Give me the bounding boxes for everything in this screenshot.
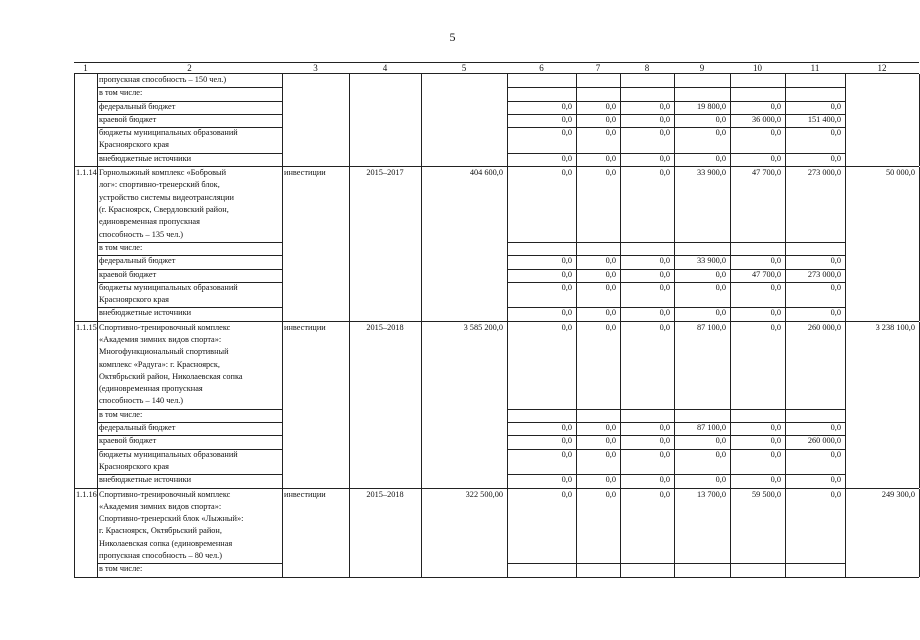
row-name-line: способность – 140 чел.) <box>99 396 184 406</box>
subrow-value: 0,0 <box>830 475 841 485</box>
subrow-value: 0,0 <box>715 282 726 292</box>
subrow-value: 0,0 <box>561 475 572 485</box>
column-border <box>97 74 98 166</box>
subrow-value: 0,0 <box>770 282 781 292</box>
subrow-value: 0,0 <box>561 128 572 138</box>
subrow-value: 0,0 <box>561 101 572 111</box>
row-name <box>99 167 280 241</box>
row-value: 3 238 100,0 <box>875 322 915 332</box>
row-value: 50 000,0 <box>885 168 915 178</box>
column-header: 8 <box>644 63 650 73</box>
subrow-label: федеральный бюджет <box>99 256 176 266</box>
column-border <box>74 74 75 166</box>
subrow-value: 0,0 <box>659 475 670 485</box>
row-value: 0,0 <box>605 489 616 499</box>
subrow-value: 0,0 <box>770 475 781 485</box>
subrow-value: 0,0 <box>561 256 572 266</box>
subrow-value: 0,0 <box>770 308 781 318</box>
subrow-value: 0,0 <box>715 128 726 138</box>
column-border <box>674 489 675 577</box>
subrow-value: 0,0 <box>770 153 781 163</box>
subrow-label: внебюджетные источники <box>99 153 192 163</box>
subrow-value: 0,0 <box>715 475 726 485</box>
column-header: 7 <box>595 63 601 73</box>
subrow-value: 0,0 <box>830 256 841 266</box>
column-border <box>620 167 621 321</box>
column-header: 3 <box>313 63 318 73</box>
subrow-label: федеральный бюджет <box>99 101 176 111</box>
row-value: 59 500,0 <box>751 489 781 499</box>
row-value: 273 000,0 <box>807 168 841 178</box>
row-name-line: Спортивно-тренировочный комплекс <box>99 322 231 332</box>
column-border <box>74 489 75 577</box>
subrow-label: в том числе: <box>99 242 143 252</box>
column-border <box>421 167 422 321</box>
subrow-value: 0,0 <box>715 449 726 459</box>
subrow-value: 0,0 <box>561 269 572 279</box>
subrow-value: 0,0 <box>715 114 726 124</box>
row-name-line: лог»: спортивно-тренерский блок, <box>99 180 220 190</box>
row-name-line: (единовременная пропускная <box>99 384 203 394</box>
row-value: 0,0 <box>561 322 572 332</box>
column-header: 10 <box>753 63 762 73</box>
row-period: 2015–2018 <box>366 322 404 332</box>
subrow-value: 273 000,0 <box>807 269 841 279</box>
subrow-value: 0,0 <box>770 101 781 111</box>
subrow-label: федеральный бюджет <box>99 423 176 433</box>
subrow-label-line: Красноярского края <box>99 140 169 150</box>
section-bottom-border <box>74 577 919 578</box>
subrow-value: 0,0 <box>605 256 616 266</box>
column-border <box>576 322 577 488</box>
subrow-label: краевой бюджет <box>99 269 157 279</box>
row-total: 322 500,00 <box>465 489 503 499</box>
subrow-value: 0,0 <box>561 449 572 459</box>
subrow-value: 0,0 <box>659 128 670 138</box>
subrow-value: 0,0 <box>561 423 572 433</box>
subrow-value: 0,0 <box>605 436 616 446</box>
row-value: 249 300,0 <box>881 489 915 499</box>
subrow-value: 151 400,0 <box>807 114 841 124</box>
column-border <box>845 322 846 488</box>
subrow-value: 0,0 <box>659 282 670 292</box>
subrow-value: 0,0 <box>605 101 616 111</box>
subrow-label: краевой бюджет <box>99 114 157 124</box>
subrow-value: 0,0 <box>561 153 572 163</box>
subrow-label: в том числе: <box>99 88 143 98</box>
row-value: 87 100,0 <box>696 322 726 332</box>
column-border <box>785 322 786 488</box>
column-header: 4 <box>382 63 388 73</box>
subrow-value: 0,0 <box>715 269 726 279</box>
budget-table <box>74 62 915 574</box>
row-name <box>99 322 280 408</box>
column-border <box>349 322 350 488</box>
subrow-value: 0,0 <box>561 114 572 124</box>
subrow-label <box>99 127 280 152</box>
subrow-label-line: Красноярского края <box>99 461 169 471</box>
subrow-value: 0,0 <box>770 436 781 446</box>
row-value: 0,0 <box>659 322 670 332</box>
row-name-line: Николаевская сопка (единовременная <box>99 538 233 548</box>
subrow-value: 0,0 <box>605 128 616 138</box>
column-header: 5 <box>461 63 467 73</box>
subrow-label: в том числе: <box>99 564 143 574</box>
subrow-label-line: Красноярского края <box>99 295 169 305</box>
column-border <box>349 74 350 166</box>
column-border <box>730 74 731 166</box>
subrow-label-line: бюджеты муниципальных образований <box>99 449 238 459</box>
subrow-value: 0,0 <box>561 282 572 292</box>
row-name <box>99 74 280 86</box>
row-value: 0,0 <box>561 168 572 178</box>
column-header: 1 <box>83 63 88 73</box>
subrow-value: 0,0 <box>715 308 726 318</box>
column-border <box>845 489 846 577</box>
column-border <box>845 167 846 321</box>
subrow-value: 0,0 <box>770 449 781 459</box>
column-border <box>576 489 577 577</box>
subrow-value: 0,0 <box>605 475 616 485</box>
subrow-value: 0,0 <box>830 308 841 318</box>
subrow-value: 0,0 <box>659 423 670 433</box>
subrow-value: 0,0 <box>659 449 670 459</box>
row-value: 33 900,0 <box>696 168 726 178</box>
column-border <box>421 322 422 488</box>
subrow-value-divider <box>507 242 845 243</box>
column-header: 2 <box>187 63 192 73</box>
row-type: инвестиции <box>284 489 326 499</box>
column-border <box>620 74 621 166</box>
subrow-value: 0,0 <box>561 308 572 318</box>
subrow-value: 0,0 <box>830 423 841 433</box>
subrow-label: внебюджетные источники <box>99 475 192 485</box>
column-border <box>674 167 675 321</box>
column-border <box>730 322 731 488</box>
subrow-value: 0,0 <box>830 101 841 111</box>
subrow-value: 0,0 <box>659 153 670 163</box>
subrow-label <box>99 449 280 474</box>
subrow-value: 0,0 <box>659 269 670 279</box>
column-border <box>620 489 621 577</box>
row-value: 0,0 <box>605 322 616 332</box>
row-name-line: (г. Красноярск, Свердловский район, <box>99 204 229 214</box>
column-header: 12 <box>877 63 887 73</box>
subrow-value: 87 100,0 <box>696 423 726 433</box>
column-border <box>282 489 283 577</box>
row-value: 47 700,0 <box>751 168 781 178</box>
column-border <box>576 74 577 166</box>
row-name-line: «Академия зимних видов спорта»: <box>99 334 222 344</box>
row-name-line: Спортивно-тренировочный комплекс <box>99 489 231 499</box>
column-border <box>674 74 675 166</box>
column-border <box>74 322 75 488</box>
row-total: 3 585 200,0 <box>463 322 503 332</box>
column-border <box>576 167 577 321</box>
row-value: 260 000,0 <box>807 322 841 332</box>
subrow-value: 0,0 <box>605 308 616 318</box>
subrow-value: 33 900,0 <box>696 256 726 266</box>
column-border <box>507 322 508 488</box>
row-type: инвестиции <box>284 168 326 178</box>
row-name-line: Спортивно-тренерский блок «Лыжный»: <box>99 514 244 524</box>
subrow-value: 0,0 <box>561 436 572 446</box>
row-name-line: пропускная способность – 80 чел.) <box>99 551 222 561</box>
subrow-label <box>99 282 280 307</box>
table-top-border <box>74 62 919 63</box>
row-name-line: способность – 135 чел.) <box>99 229 184 239</box>
row-code: 1.1.14 <box>76 168 97 178</box>
subrow-label-line: бюджеты муниципальных образований <box>99 282 238 292</box>
subrow-label: в том числе: <box>99 409 143 419</box>
subrow-value: 0,0 <box>605 423 616 433</box>
column-border <box>674 322 675 488</box>
column-header: 9 <box>699 63 705 73</box>
row-code: 1.1.15 <box>76 322 97 332</box>
subrow-value: 0,0 <box>659 308 670 318</box>
column-border <box>507 167 508 321</box>
row-name-line: комплекс «Радуга»: г. Красноярск, <box>99 359 220 369</box>
column-border <box>349 489 350 577</box>
column-border <box>785 489 786 577</box>
row-period: 2015–2017 <box>366 168 404 178</box>
column-border <box>507 74 508 166</box>
page-number: 5 <box>449 30 456 44</box>
subrow-value: 0,0 <box>715 436 726 446</box>
subrow-value: 0,0 <box>605 269 616 279</box>
row-code: 1.1.16 <box>76 489 97 499</box>
row-name-line: пропускная способность – 150 чел.) <box>99 75 227 84</box>
subrow-value: 0,0 <box>605 449 616 459</box>
row-type: инвестиции <box>284 322 326 332</box>
column-border <box>282 167 283 321</box>
row-name-line: г. Красноярск, Октябрьский район, <box>99 526 222 536</box>
row-name-line: Октябрьский район, Николаевская сопка <box>99 371 243 381</box>
row-period: 2015–2018 <box>366 489 404 499</box>
subrow-value: 47 700,0 <box>751 269 781 279</box>
subrow-label: краевой бюджет <box>99 436 157 446</box>
subrow-value: 0,0 <box>605 282 616 292</box>
column-border <box>282 322 283 488</box>
subrow-value-divider <box>507 87 845 88</box>
row-total: 404 600,0 <box>469 168 503 178</box>
column-header: 6 <box>539 63 544 73</box>
row-name-line: единовременная пропускная <box>99 217 200 227</box>
subrow-value: 260 000,0 <box>807 436 841 446</box>
subrow-value: 0,0 <box>770 256 781 266</box>
column-border <box>97 167 98 321</box>
column-border <box>349 167 350 321</box>
subrow-value: 0,0 <box>830 449 841 459</box>
row-value: 0,0 <box>561 489 572 499</box>
column-border <box>282 74 283 166</box>
subrow-value-divider <box>507 563 845 564</box>
column-border <box>620 322 621 488</box>
subrow-value: 0,0 <box>830 153 841 163</box>
subrow-label: внебюджетные источники <box>99 308 192 318</box>
subrow-value: 0,0 <box>659 436 670 446</box>
subrow-value: 0,0 <box>715 153 726 163</box>
row-value: 0,0 <box>659 168 670 178</box>
column-header: 11 <box>810 63 820 73</box>
row-name <box>99 489 280 563</box>
column-border <box>74 167 75 321</box>
row-name-line: Многофункциональный спортивный <box>99 347 229 357</box>
column-border <box>845 74 846 166</box>
subrow-value: 0,0 <box>659 114 670 124</box>
subrow-value: 19 800,0 <box>696 101 726 111</box>
column-border <box>421 489 422 577</box>
row-value: 0,0 <box>659 489 670 499</box>
subrow-value-divider <box>507 409 845 410</box>
subrow-value: 36 000,0 <box>751 114 781 124</box>
row-value: 0,0 <box>605 168 616 178</box>
subrow-value: 0,0 <box>659 256 670 266</box>
subrow-value: 0,0 <box>830 282 841 292</box>
column-border <box>785 74 786 166</box>
subrow-value: 0,0 <box>770 423 781 433</box>
row-value: 13 700,0 <box>696 489 726 499</box>
row-name-line: Горнолыжный комплекс «Бобровый <box>99 168 227 178</box>
subrow-value: 0,0 <box>605 153 616 163</box>
column-border <box>730 489 731 577</box>
subrow-value: 0,0 <box>770 128 781 138</box>
column-border <box>730 167 731 321</box>
subrow-value: 0,0 <box>830 128 841 138</box>
row-name-line: устройство системы видеотрансляции <box>99 192 234 202</box>
column-border <box>97 322 98 488</box>
column-border <box>507 489 508 577</box>
column-border <box>97 489 98 577</box>
row-value: 0,0 <box>830 489 841 499</box>
column-border <box>785 167 786 321</box>
subrow-value: 0,0 <box>605 114 616 124</box>
row-name-line: «Академия зимних видов спорта»: <box>99 501 222 511</box>
subrow-label-line: бюджеты муниципальных образований <box>99 128 238 138</box>
row-value: 0,0 <box>770 322 781 332</box>
subrow-value: 0,0 <box>659 101 670 111</box>
column-border <box>421 74 422 166</box>
